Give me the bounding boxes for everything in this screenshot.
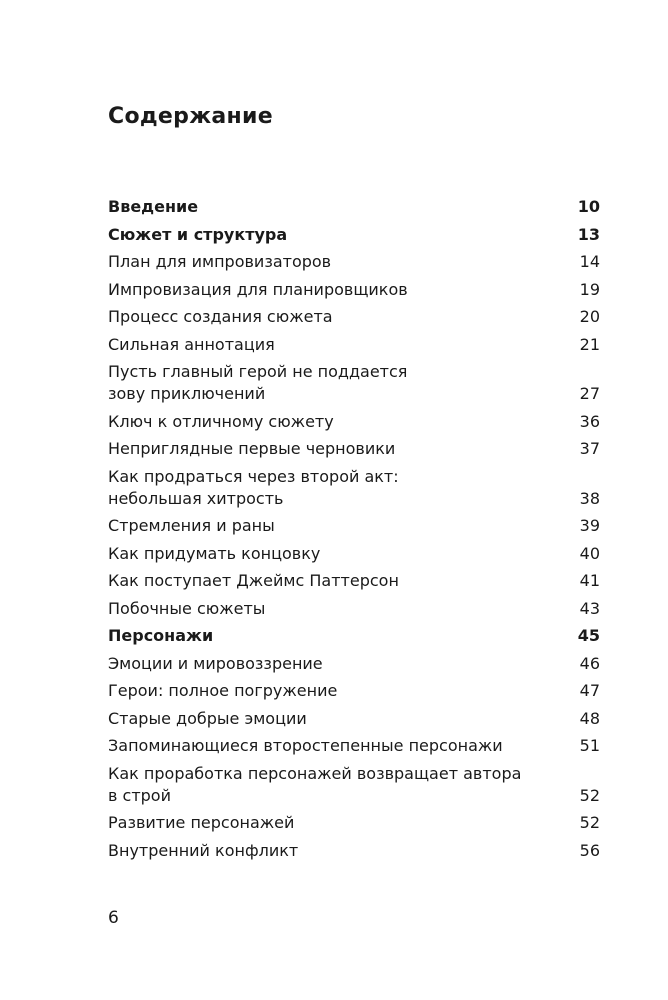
toc-entry-title: Запоминающиеся второстепенные персонажи: [108, 736, 503, 755]
toc-entry-title: Как придумать концовку: [108, 543, 321, 563]
toc-entry: [108, 598, 600, 620]
page-number: 6: [108, 908, 119, 928]
toc-entry: [108, 361, 600, 405]
toc-entry-page: 52: [579, 813, 600, 832]
toc-entry-page: 39: [579, 516, 600, 535]
toc-entry-page: 45: [577, 626, 600, 645]
toc-section: [108, 196, 600, 218]
toc-entry: [108, 438, 600, 460]
toc-entry-title: Импровизация для планировщиков: [108, 279, 408, 299]
toc-entry-title: Сильная аннотация: [108, 334, 275, 354]
toc-section: [108, 224, 600, 246]
toc-entry-title: Как продраться через второй акт: небольшая хитрость: [108, 466, 399, 508]
toc-entry-page: 20: [579, 307, 600, 326]
toc-entry-title: Побочные сюжеты: [108, 598, 266, 618]
toc-entry: [108, 334, 600, 356]
toc-entry: [108, 680, 600, 702]
toc-entry-page: 41: [579, 571, 600, 590]
table-of-contents: [108, 196, 600, 867]
toc-entry: [108, 279, 600, 301]
toc-entry-title: Стремления и раны: [108, 516, 275, 535]
toc-entry-page: 14: [579, 252, 600, 271]
toc-entry: [108, 570, 600, 592]
toc-entry: [108, 251, 600, 273]
toc-entry-title: Внутренний конфликт: [108, 840, 299, 860]
toc-entry-page: 21: [579, 334, 600, 354]
toc-entry-title: План для импровизаторов: [108, 252, 332, 271]
toc-entry: [108, 653, 600, 675]
toc-entry-page: 19: [579, 279, 600, 299]
toc-entry-title: Герои: полное погружение: [108, 681, 338, 700]
toc-entry: [108, 708, 600, 730]
toc-entry: [108, 466, 600, 510]
toc-section: [108, 625, 600, 647]
toc-entry-title: Как поступает Джеймс Паттерсон: [108, 571, 399, 590]
toc-entry: [108, 515, 600, 537]
toc-entry-title: Персонажи: [108, 626, 214, 645]
toc-entry-title: Эмоции и мировоззрение: [108, 653, 323, 673]
toc-entry-page: 10: [577, 197, 600, 216]
toc-entry-page: 43: [579, 598, 600, 618]
toc-entry-page: 38: [579, 488, 600, 508]
toc-entry-title: Процесс создания сюжета: [108, 307, 333, 326]
toc-entry-page: 40: [579, 543, 600, 563]
toc-entry-page: 13: [577, 224, 600, 244]
toc-entry-title: Развитие персонажей: [108, 813, 295, 832]
toc-entry: [108, 735, 600, 757]
toc-entry-title: Сюжет и структура: [108, 224, 288, 244]
toc-entry-page: 36: [579, 411, 600, 431]
toc-entry: [108, 763, 600, 807]
toc-entry-title: Как проработка персонажей возвращает автора в строй: [108, 763, 522, 805]
toc-entry: [108, 411, 600, 433]
toc-entry-title: Пусть главный герой не поддается зову приключений: [108, 362, 408, 403]
toc-entry: [108, 306, 600, 328]
toc-entry-title: Неприглядные первые черновики: [108, 439, 396, 458]
toc-entry-title: Ключ к отличному сюжету: [108, 411, 334, 431]
toc-entry-page: 51: [579, 736, 600, 755]
toc-entry: [108, 543, 600, 565]
toc-entry-page: 37: [579, 439, 600, 458]
page-title: Содержание: [108, 104, 273, 129]
toc-entry-page: 47: [579, 681, 600, 700]
toc-entry-title: Старые добрые эмоции: [108, 708, 307, 728]
toc-entry-page: 52: [579, 785, 600, 805]
toc-entry-title: Введение: [108, 197, 199, 216]
toc-entry-page: 56: [579, 840, 600, 860]
toc-entry-page: 48: [579, 708, 600, 728]
toc-entry: [108, 840, 600, 862]
toc-entry: [108, 812, 600, 834]
toc-entry-page: 46: [579, 653, 600, 673]
toc-entry-page: 27: [579, 384, 600, 403]
